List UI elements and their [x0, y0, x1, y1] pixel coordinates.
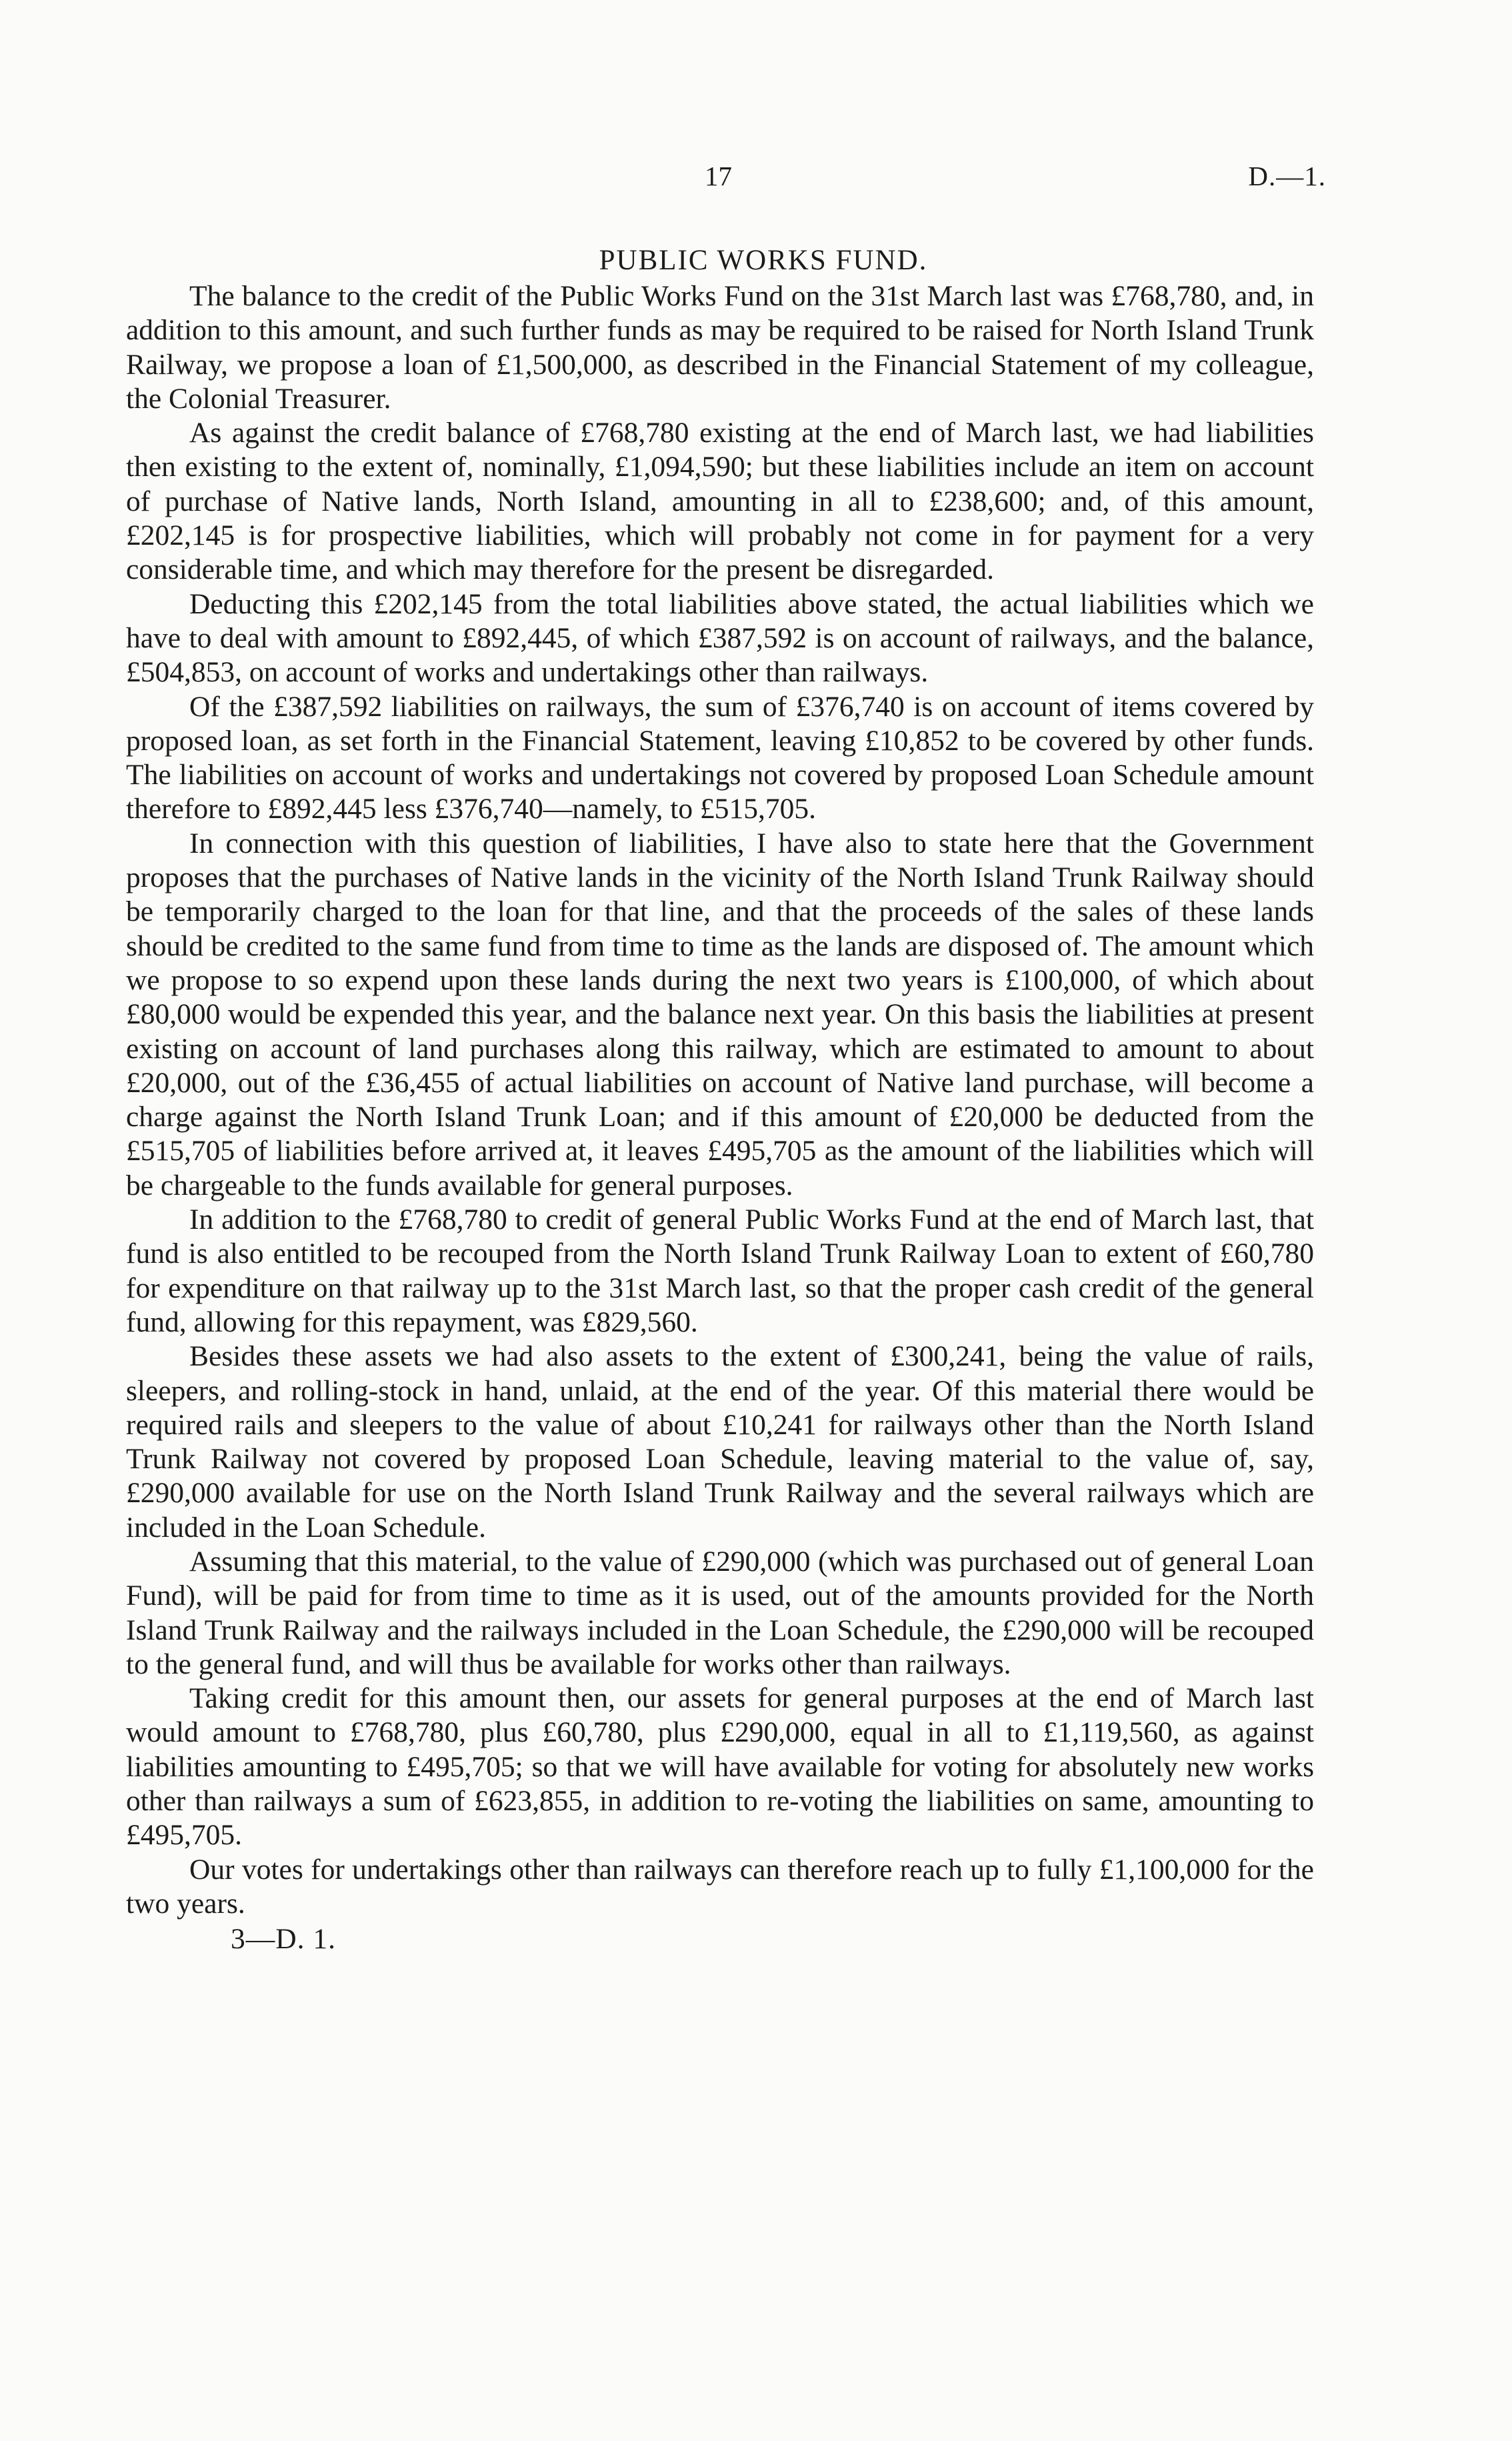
- paragraph-railway-liabilities: Of the £387,592 liabilities on railways, the sum of £376,740 is on account of items covered by proposed loan, as set forth in the Financial Statement, leaving £10,852 to be covered by other funds. The liabilities on account of works and undertakings not covered by proposed Loan Schedule amount therefore to £892,445 less £376,740—namely, to £515,705.: [126, 690, 1314, 825]
- page-number: 17: [705, 161, 732, 191]
- section-title: PUBLIC WORKS FUND.: [599, 245, 928, 276]
- signature-line: 3—D. 1.: [231, 1923, 337, 1956]
- document-reference: D.—1.: [1248, 161, 1326, 191]
- paragraph-credit-summary: Taking credit for this amount then, our assets for general purposes at the end of March last would amount to £768,780, plus £60,780, plus £290,000, equal in all to £1,119,560, as against liabilities amounting to £495,705; so that we will have available for voting for absolutely new works other than railways a sum of £623,855, in addition to re-voting the liabilities on same, amounting to £495,705.: [126, 1682, 1314, 1852]
- paragraph-votes: Our votes for undertakings other than railways can therefore reach up to fully £1,100,000 for the two years.: [126, 1853, 1314, 1920]
- document-page: [126, 160, 1326, 1956]
- paragraph-liabilities: As against the credit balance of £768,780 existing at the end of March last, we had liabilities then existing to the extent of, nominally, £1,094,590; but these liabilities include an item on account of purchase of Native lands, North Island, amounting in all to £238,600; and, of this amount, £202,145 is for prospective liabilities, which will probably not come in for payment for a very considerable time, and which may therefore for the present be disregarded.: [126, 417, 1314, 586]
- body-text: [126, 279, 1314, 1921]
- paragraph-recoupment: In addition to the £768,780 to credit of general Public Works Fund at the end of March last, that fund is also entitled to be recouped from the North Island Trunk Railway Loan to extent of £60,780 for expenditure on that railway up to the 31st March last, so that the proper cash credit of the general fund, allowing for this repayment, was £829,560.: [126, 1203, 1314, 1338]
- page-header: [126, 160, 1326, 200]
- paragraph-material: Assuming that this material, to the value of £290,000 (which was purchased out of general Loan Fund), will be paid for from time to time as it is used, out of the amounts provided for the North Island Trunk Railway and the railways included in the Loan Schedule, the £290,000 will be recouped to the general fund, and will thus be available for works other than railways.: [126, 1545, 1314, 1680]
- paragraph-native-lands: In connection with this question of liabilities, I have also to state here that the Government proposes that the purchases of Native lands in the vicinity of the North Island Trunk Railway should be temporarily charged to the loan for that line, and that the proceeds of the sales of these lands should be credited to the same fund from time to time as the lands are disposed of. The amount which we propose to so expend upon these lands during the next two years is £100,000, of which about £80,000 would be expended this year, and the balance next year. On this basis the liabilities at present existing on account of land purchases along this railway, which are estimated to amount to about £20,000, out of the £36,455 of actual liabilities on account of Native land purchase, will become a charge against the North Island Trunk Loan; and if this amount of £20,000 be deducted from the £515,705 of liabilities before arrived at, it leaves £495,705 as the amount of the liabilities which will be chargeable to the funds available for general purposes.: [126, 827, 1314, 1201]
- paragraph-actual-liabilities: Deducting this £202,145 from the total liabilities above stated, the actual liabilities which we have to deal with amount to £892,445, of which £387,592 is on account of railways, and the balance, £504,853, on account of works and undertakings other than railways.: [126, 587, 1314, 689]
- paragraph-assets: Besides these assets we had also assets to the extent of £300,241, being the value of rails, sleepers, and rolling-stock in hand, unlaid, at the end of the year. Of this material there would be required rails and sleepers to the value of about £10,241 for railways other than the North Island Trunk Railway not covered by proposed Loan Schedule, leaving material to the value of, say, £290,000 available for use on the North Island Trunk Railway and the several railways which are included in the Loan Schedule.: [126, 1340, 1314, 1544]
- paragraph-opening-balance: The balance to the credit of the Public Works Fund on the 31st March last was £768,780, and, in addition to this amount, and such further funds as may be required to be raised for North Island Trunk Railway, we propose a loan of £1,500,000, as described in the Financial Statement of my colleague, the Colonial Treasurer.: [126, 280, 1314, 415]
